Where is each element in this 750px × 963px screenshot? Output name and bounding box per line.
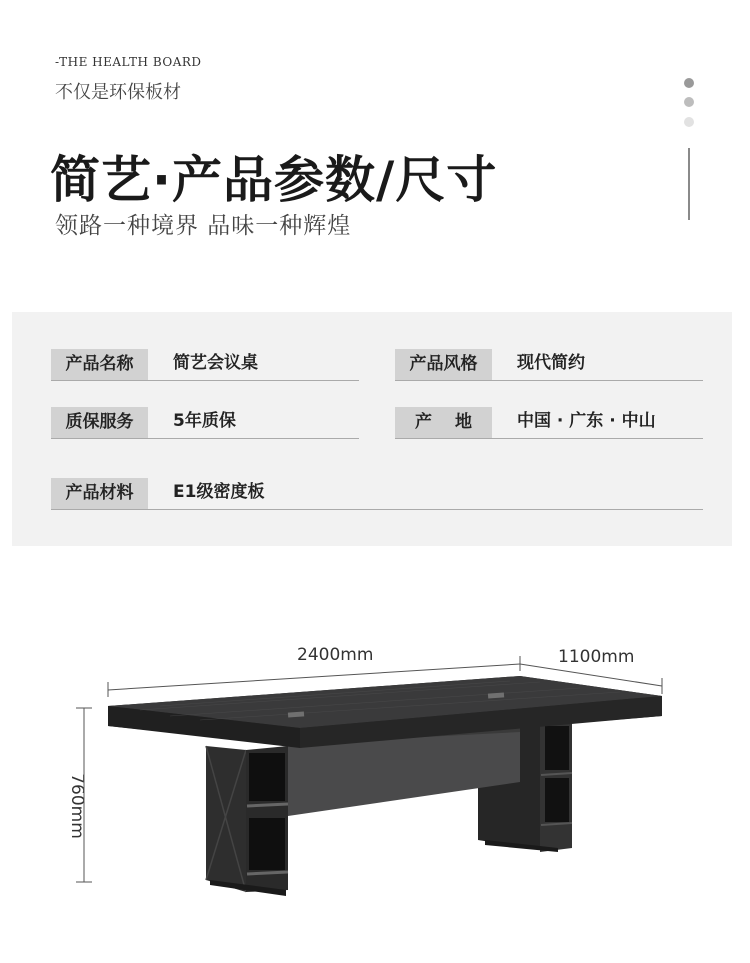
dimension-length-label: 2400mm	[297, 645, 374, 665]
table-top	[108, 676, 662, 748]
decorative-divider	[688, 148, 690, 220]
table-drawing	[0, 560, 750, 960]
spec-label: 产品名称	[51, 349, 148, 380]
spec-row-product-name	[51, 349, 359, 381]
spec-label: 产品风格	[395, 349, 492, 380]
dimension-width-label: 1100mm	[558, 647, 635, 667]
spec-value: 简艺会议桌	[173, 353, 258, 373]
spec-label: 质保服务	[51, 407, 148, 438]
pager-dot-3[interactable]	[684, 117, 694, 127]
spec-row-warranty	[51, 407, 359, 439]
spec-row-origin	[395, 407, 703, 439]
spec-panel	[12, 312, 732, 546]
left-pedestal	[206, 746, 288, 896]
page-title: 简艺·产品参数/尺寸	[50, 151, 498, 209]
spec-value: 5年质保	[173, 411, 236, 431]
page-subtitle: 领路一种境界 品味一种辉煌	[55, 213, 352, 239]
brand-english-text: -THE HEALTH BOARD	[55, 55, 202, 69]
spec-value: E1级密度板	[173, 482, 265, 502]
pager-dot-2[interactable]	[684, 97, 694, 107]
dimension-height-label: 760mm	[66, 773, 87, 839]
spec-row-material	[51, 478, 703, 510]
brand-slogan: 不仅是环保板材	[55, 82, 181, 103]
spec-value: 中国 · 广东 · 中山	[517, 411, 656, 431]
spec-value: 现代简约	[517, 353, 585, 373]
spec-label: 产 地	[395, 407, 492, 438]
spec-label: 产品材料	[51, 478, 148, 509]
pager-dot-1[interactable]	[684, 78, 694, 88]
spec-row-style	[395, 349, 703, 381]
